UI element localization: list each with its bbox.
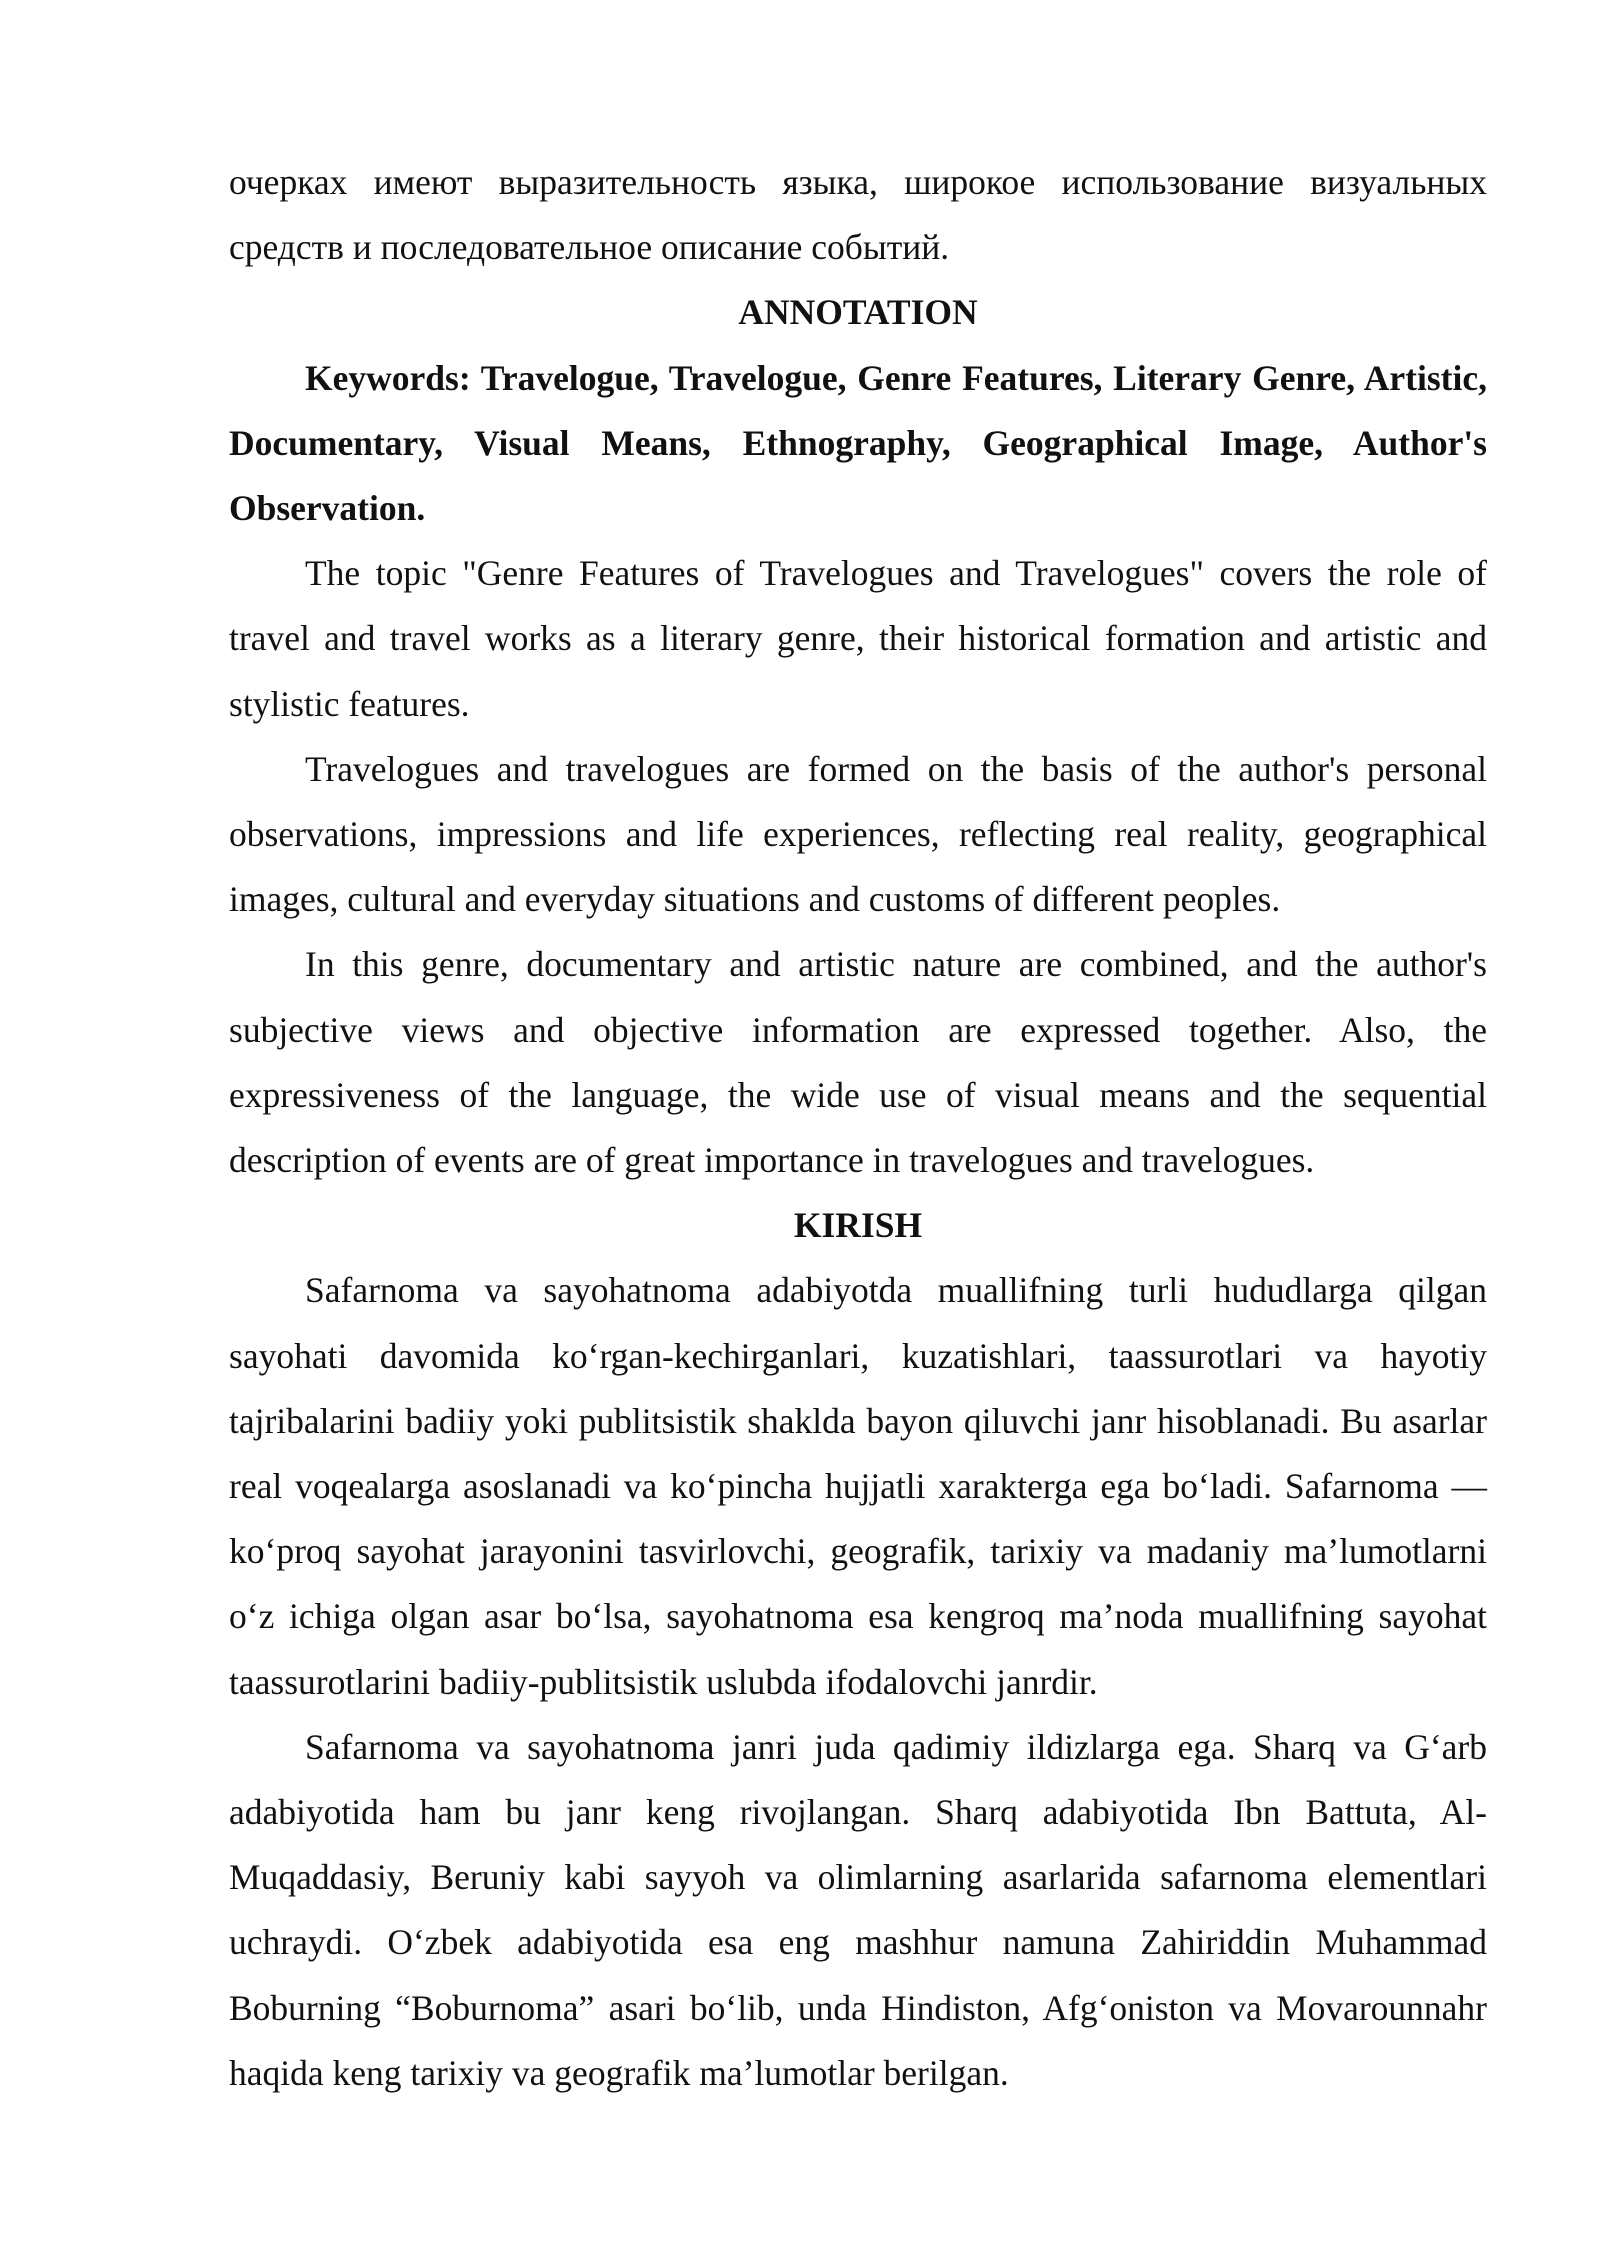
- kirish-heading: KIRISH: [793, 1205, 923, 1246]
- annotation-paragraph-1: The topic "Genre Features of Travelogues and Travelogues" covers the role of travel and travel works as a literary genre, their historical formation and artistic and stylistic features.: [229, 553, 1487, 724]
- annotation-paragraph-3: In this genre, documentary and artistic nature are combined, and the author's subjective views and objective information are expressed together. Also, the expressiveness of the language, the wide use of visual means and the sequential description of events are of great importance in travelogues and travelogues.: [229, 944, 1487, 1181]
- kirish-paragraph-1: Safarnoma va sayohatnoma adabiyotda muallifning turli hududlarga qilgan sayohati davomida ko‘rgan-kechirganlari, kuzatishlari, taassurotlari va hayotiy tajribalarini badiiy yoki publitsistik shaklda bayon qiluvchi janr hisoblanadi. Bu asarlar real voqealarga asoslanadi va ko‘pincha hujjatli xarakterga ega bo‘ladi. Safarnoma — ko‘proq sayohat jarayonini tasvirlovchi, geografik, tarixiy va madaniy ma’lumotlarni o‘z ichiga olgan asar bo‘lsa, sayohatnoma esa kengroq ma’noda muallifning sayohat taassurotlarini badiiy-publitsistik uslubda ifodalovchi janrdir.: [229, 1270, 1487, 1702]
- annotation-paragraph-2: Travelogues and travelogues are formed on the basis of the author's personal observations, impressions and life experiences, reflecting real reality, geographical images, cultural and everyday situations and customs of different peoples.: [229, 748, 1487, 920]
- kirish-paragraph-2: Safarnoma va sayohatnoma janri juda qadimiy ildizlarga ega. Sharq va G‘arb adabiyotida ham bu janr keng rivojlangan. Sharq adabiyotida Ibn Battuta, Al-Muqaddasiy, Beruniy kabi sayyoh va olimlarning asarlarida safarnoma elementlari uchraydi. O‘zbek adabiyotida esa eng mashhur namuna Zahiriddin Muhammad Boburning “Boburnoma” asari bo‘lib, unda Hindiston, Afg‘oniston va Movarounnahr haqida keng tarixiy va geografik ma’lumotlar berilgan.: [229, 1726, 1487, 2093]
- keywords-paragraph: Keywords: Travelogue, Travelogue, Genre Features, Literary Genre, Artistic, Documentary, Visual Means, Ethnography, Geographical Image, Author's Observation.: [229, 357, 1487, 529]
- document-page: [229, 150, 1487, 2106]
- annotation-heading: ANNOTATION: [738, 292, 978, 333]
- continuation-paragraph: очерках имеют выразительность языка, широкое использование визуальных средств и последовательное описание событий.: [229, 162, 1487, 268]
